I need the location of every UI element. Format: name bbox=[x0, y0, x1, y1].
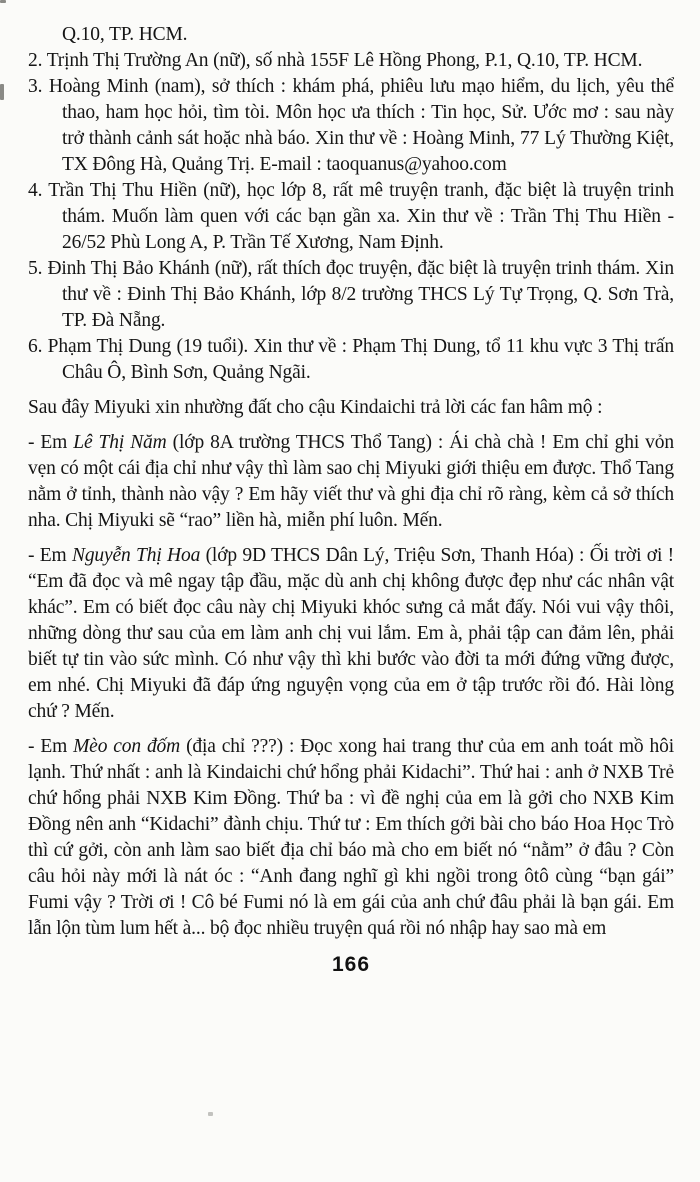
reply-text: (lớp 9D THCS Dân Lý, Triệu Sơn, Thanh Hóa) : Ối trời ơi ! “Em đã đọc và mê ngay tập đầu, mặc dù anh chị không được đẹp như các nhân vật khác”. Em có biết đọc câu này chị Miyuki khóc sưng cả mắt đấy. Nói vui vậy thôi, những dòng thư sau của em làm anh chị vui lắm. Em à, phải tập can đảm lên, phải biết tự tin vào sức mình. Có như vậy thì khi bước vào đời ta mới đứng vững được, em nhé. Chị Miyuki đã đáp ứng nguyện vọng của em ở tập trước rồi đó. Hài lòng chứ ? Mến. bbox=[28, 545, 674, 722]
item-text: Trần Thị Thu Hiền (nữ), học lớp 8, rất mê truyện tranh, đặc biệt là truyện trinh thám. Muốn làm quen với các bạn gần xa. Xin thư về : Trần Thị Thu Hiền - 26/52 Phù Long A, P. Trần Tế Xương, Nam Định. bbox=[48, 180, 674, 253]
scan-speck bbox=[0, 0, 6, 3]
item-text: Hoàng Minh (nam), sở thích : khám phá, phiêu lưu mạo hiểm, du lịch, yêu thể thao, ham học hỏi, tìm tòi. Môn học ưa thích : Tin học, Sử. Ước mơ : sau này trở thành cảnh sát hoặc nhà báo. Xin thư về : Hoàng Minh, 77 Lý Thường Kiệt, TX Đông Hà, Quảng Trị. E-mail : taoquanus@yahoo.com bbox=[48, 76, 674, 175]
reply-prefix: - Em bbox=[28, 545, 67, 566]
address-list-item bbox=[28, 48, 674, 74]
reply-prefix: - Em bbox=[28, 736, 68, 757]
intro-paragraph: Sau đây Miyuki xin nhường đất cho cậu Kindaichi trả lời các fan hâm mộ : bbox=[28, 397, 603, 418]
item-text: Phạm Thị Dung (19 tuổi). Xin thư về : Phạm Thị Dung, tổ 11 khu vực 3 Thị trấn Châu Ô, Bình Sơn, Quảng Ngãi. bbox=[47, 336, 674, 383]
item-number: 3. bbox=[28, 76, 43, 97]
continuation-line: Q.10, TP. HCM. bbox=[62, 24, 188, 45]
reply-sender-name: Lê Thị Năm bbox=[73, 432, 167, 453]
reply-text: (địa chỉ ???) : Đọc xong hai trang thư của em anh toát mồ hôi lạnh. Thứ nhất : anh là Kindaichi chứ hổng phải Kidachi”. Thứ hai : anh ở NXB Trẻ chứ hổng phải NXB Kim Đồng. Thứ ba : vì đề nghị của em là gởi cho NXB Kim Đồng nên anh “Kidachi” đành chịu. Thứ tư : Em thích gởi bài cho báo Hoa Học Trò thì cứ gởi, còn anh làm sao biết địa chỉ báo mà cho em biết nó “nằm” ở đâu ? Còn câu hỏi này mới là nát óc : “Anh đang nghĩ gì khi ngồi trong ôtô cùng “bạn gái” Fumi vậy ? Trời ơi ! Cô bé Fumi nó là em gái của anh chứ đâu phải là bạn gái. Em lẫn lộn tùm lum hết à... bộ đọc nhiều truyện quá rồi nó nhập hay sao mà em bbox=[28, 736, 674, 939]
address-list-item bbox=[28, 178, 674, 256]
address-list-item bbox=[28, 256, 674, 334]
fan-reply-nguyen-thi-hoa bbox=[28, 543, 674, 725]
fan-reply-le-thi-nam bbox=[28, 430, 674, 534]
address-list-item bbox=[28, 334, 674, 386]
item-text: Trịnh Thị Trường An (nữ), số nhà 155F Lê Hồng Phong, P.1, Q.10, TP. HCM. bbox=[46, 50, 643, 71]
book-page bbox=[28, 22, 674, 978]
item-number: 2. bbox=[28, 50, 43, 71]
page-number: 166 bbox=[331, 953, 371, 976]
reply-text: (lớp 8A trường THCS Thổ Tang) : Ái chà chà ! Em chỉ ghi vỏn vẹn có một cái địa chỉ như vậy thì làm sao chị Miyuki giới thiệu em được. Thổ Tang nằm ở tỉnh, thành nào vậy ? Em hãy viết thư và ghi địa chỉ rõ ràng, kèm cả sở thích nha. Chị Miyuki sẽ “rao” liền hà, miễn phí luôn. Mến. bbox=[28, 432, 674, 531]
item-text: Đinh Thị Bảo Khánh (nữ), rất thích đọc truyện, đặc biệt là truyện trinh thám. Xin thư về : Đinh Thị Bảo Khánh, lớp 8/2 trường THCS Lý Tự Trọng, Q. Sơn Trà, TP. Đà Nẵng. bbox=[47, 258, 674, 331]
item-number: 5. bbox=[28, 258, 43, 279]
fan-reply-meo-con-dom bbox=[28, 734, 674, 942]
address-list-item bbox=[28, 74, 674, 178]
scan-speck bbox=[208, 1112, 213, 1116]
item-number: 6. bbox=[28, 336, 43, 357]
item-number: 4. bbox=[28, 180, 43, 201]
reply-sender-name: Mèo con đốm bbox=[73, 736, 181, 757]
scan-speck bbox=[0, 84, 4, 100]
reply-prefix: - Em bbox=[28, 432, 68, 453]
reply-sender-name: Nguyễn Thị Hoa bbox=[71, 545, 201, 566]
